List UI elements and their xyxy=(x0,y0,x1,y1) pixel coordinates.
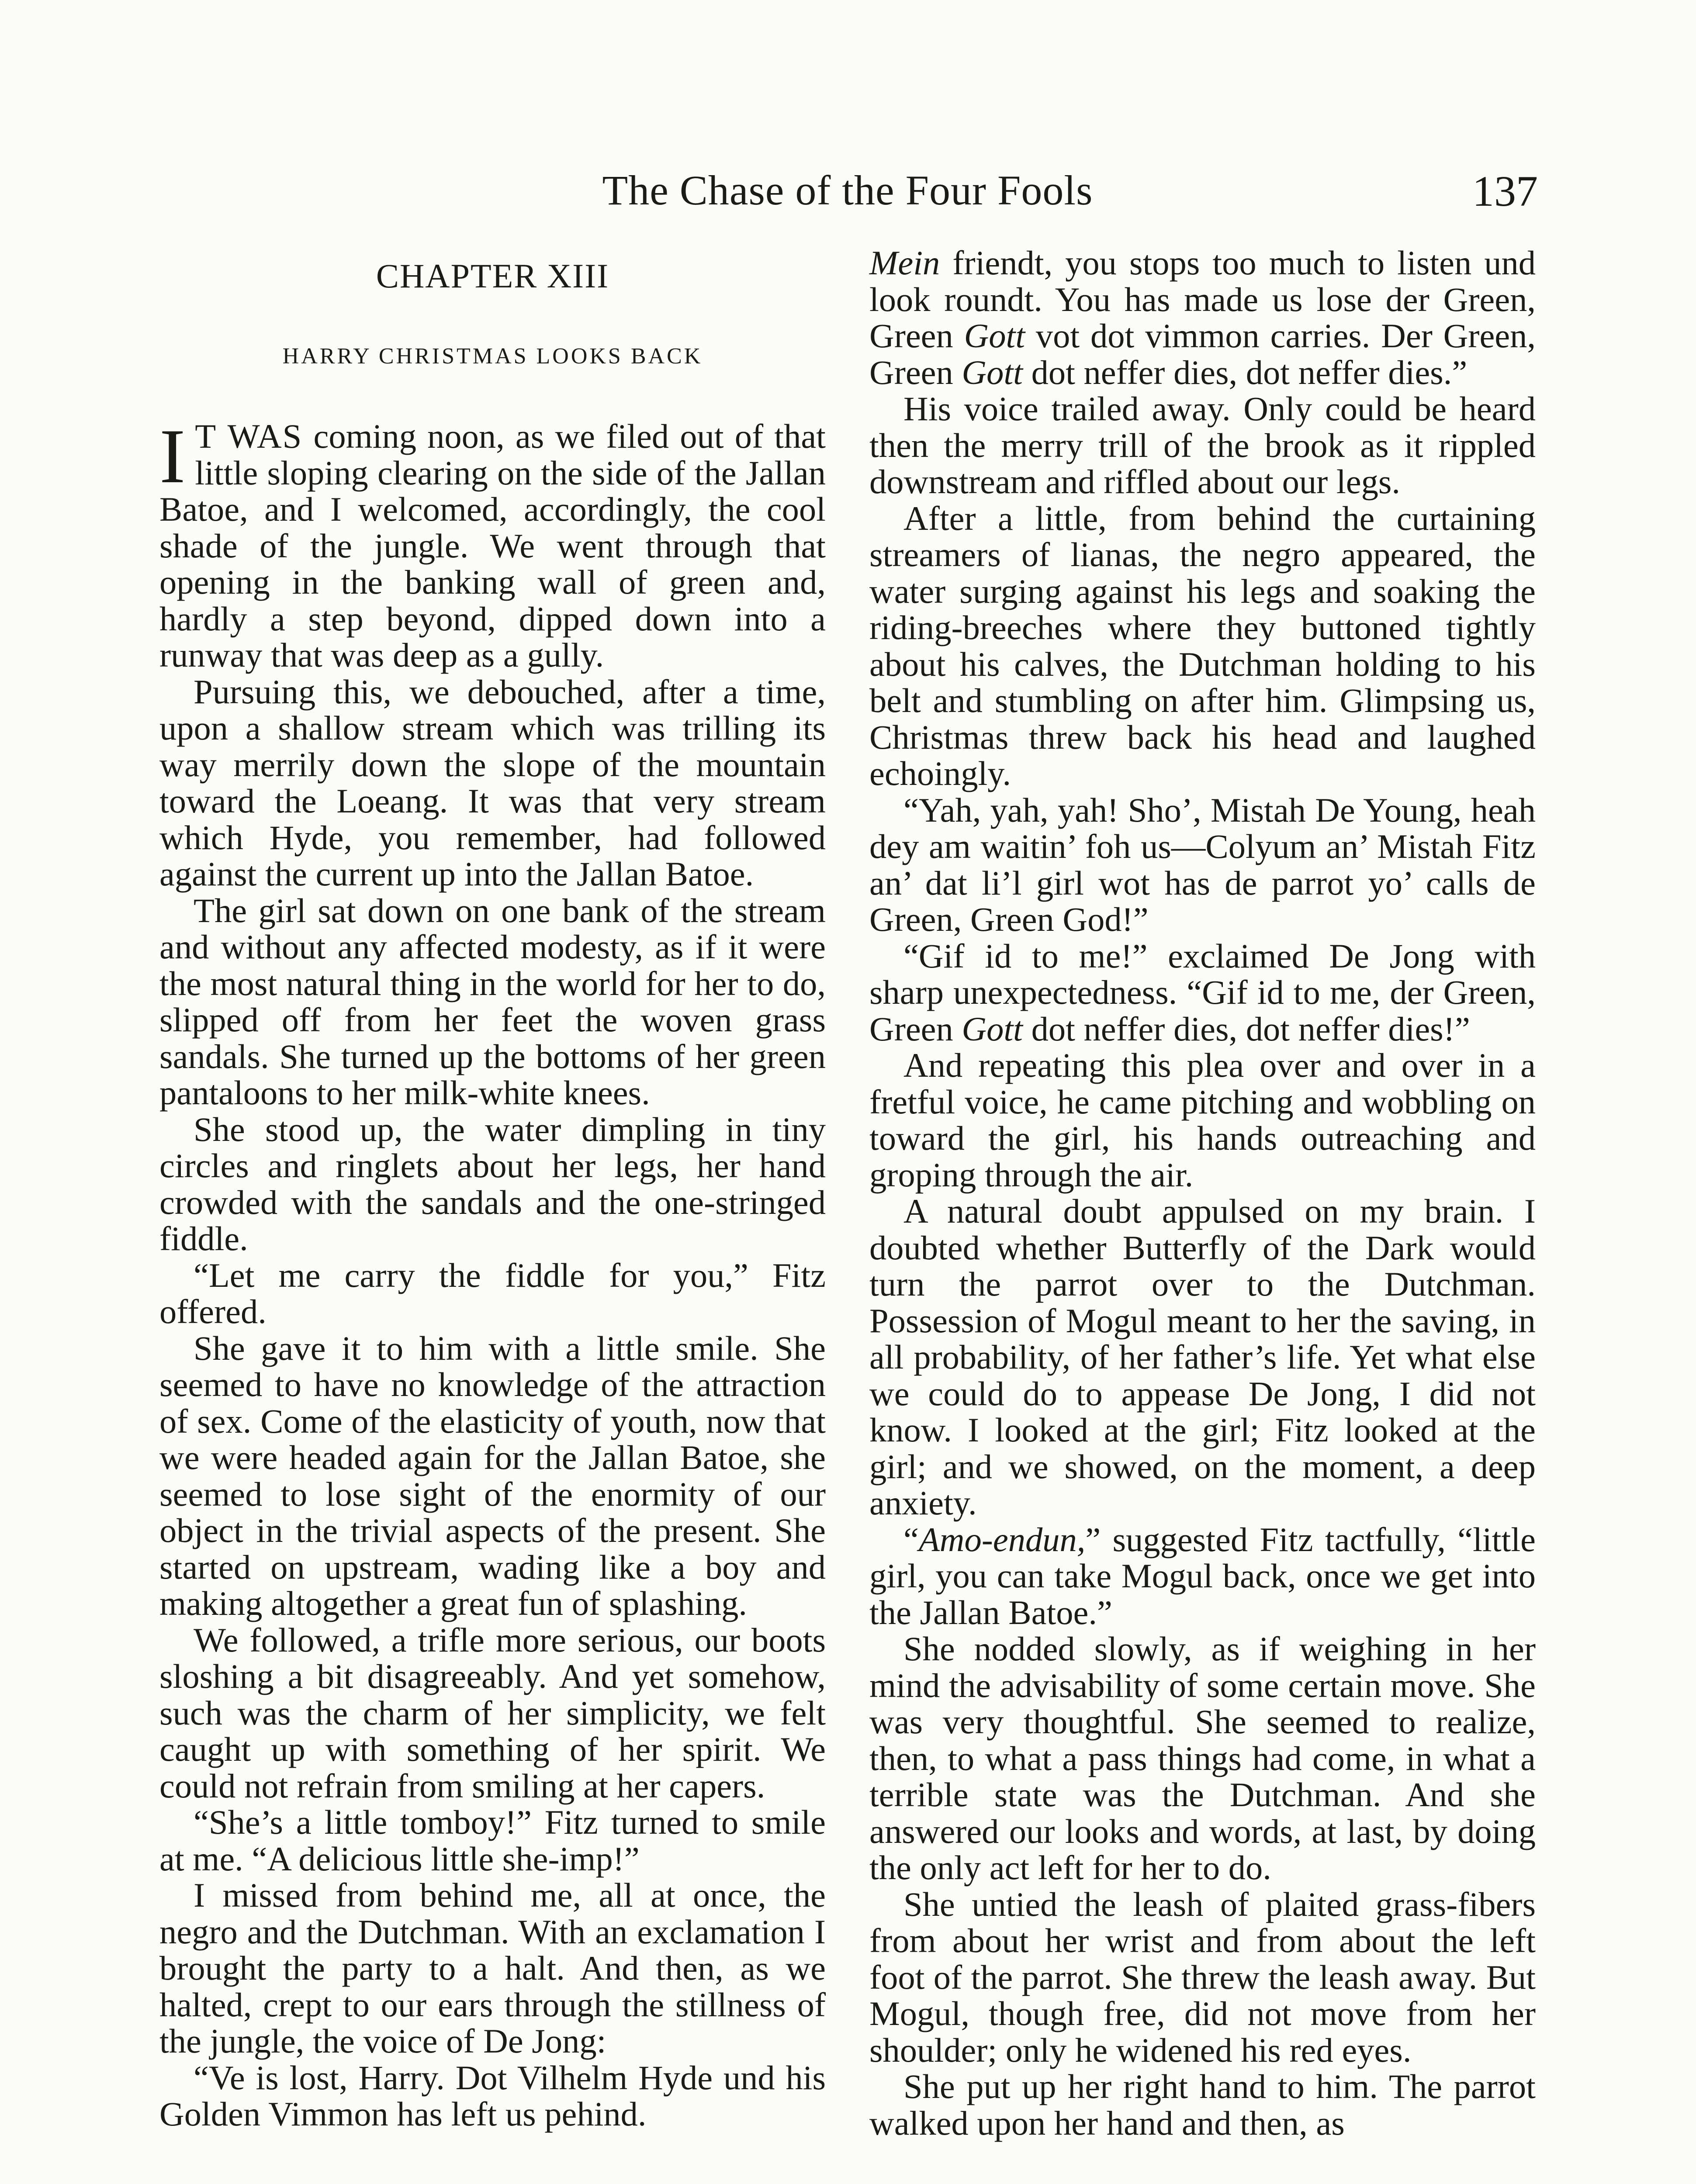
paragraph: I missed from behind me, all at once, the negro and the Dutchman. With an exclamation I brought the party to a halt. And then, as we halted, crept to our ears through the stillness of the jungle, the voice of De Jong: xyxy=(159,1876,826,2060)
running-header xyxy=(157,166,1538,227)
paragraph: And repeating this plea over and over in a fretful voice, he came pitching and wobbling on toward the girl, his hands outreaching and groping through the air. xyxy=(869,1046,1536,1194)
italic-word: Mein xyxy=(869,244,940,282)
paragraph: “Yah, yah, yah! Sho’, Mistah De Young, heah dey am waitin’ foh us—Colyum an’ Mistah Fitz an’ dat li’l girl wot has de parrot yo’ calls de Green, Green God!” xyxy=(869,791,1536,938)
paragraph: His voice trailed away. Only could be heard then the merry trill of the brook as it rippled downstream and riffled about our legs. xyxy=(869,390,1536,501)
paragraph: She stood up, the water dimpling in tiny circles and ringlets about her legs, her hand crowded with the sandals and the one-stringed fiddle. xyxy=(159,1110,826,1258)
paragraph: She nodded slowly, as if weighing in her mind the advisability of some certain move. She was very thoughtful. She seemed to realize, then, to what a pass things had come, in what a terrible state was the Dutchman. And she answered our looks and words, at last, by doing the only act left for her to do. xyxy=(869,1630,1536,1887)
paragraph xyxy=(869,938,1536,1047)
paragraph: The girl sat down on one bank of the stream and without any affected modesty, as if it were the most natural thing in the world for her to do, slipped off from her feet the woven grass sandals. She turned up the bottoms of her green pantaloons to her milk-white knees. xyxy=(159,891,826,1112)
paragraph: She untied the leash of plaited grass-fibers from about her wrist and from about the left foot of the parrot. She threw the leash away. But Mogul, though free, did not move from her shoulder; only he widened his red eyes. xyxy=(869,1885,1536,2069)
running-title: The Chase of the Four Fools xyxy=(602,167,1093,214)
opening-paragraph xyxy=(159,413,826,674)
opening-text: coming noon, as we filed out of that little sloping clearing on the side of the Jallan Batoe, and I welcomed, accordingly, the cool shade of the jungle. We went through that opening in the banking wall of green and, hardly a step beyond, dipped down into a runway that was deep as a gully. xyxy=(159,417,826,674)
paragraph: After a little, from behind the curtaining streamers of lianas, the negro appeared, the water surging against his legs and soaking the riding-breeches where they buttoned tightly about his calves, the Dutchman holding to his belt and stumbling on after him. Glimpsing us, Christmas threw back his head and laughed echoingly. xyxy=(869,499,1536,792)
text-run: dot neffer dies, dot neffer dies.” xyxy=(1022,353,1468,391)
right-column xyxy=(869,245,1536,2141)
text-run: ” suggested Fitz tactfully, “little girl, you can take Mogul back, once we get into the Jallan Batoe.” xyxy=(869,1520,1536,1631)
page-number: 137 xyxy=(1472,167,1538,215)
paragraph: “Let me carry the fiddle for you,” Fitz offered. xyxy=(159,1256,826,1330)
text-run: friendt, you stops too much to listen und look roundt. You has made us lose der Green, Green xyxy=(869,244,1536,355)
text-run: “Gif id to me!” exclaimed De Jong with sharp unexpectedness. “Gif id to me, der Green, Green xyxy=(869,936,1536,1048)
lead-words: T WAS xyxy=(195,417,303,455)
paragraph: She gave it to him with a little smile. She seemed to have no knowledge of the attraction of sex. Come of the elasticity of youth, now that we were headed again for the Jallan Batoe, she seemed to lose sight of the enormity of our object in the trivial aspects of the present. She started on upstream, wading like a boy and making altogether a great fun of splashing. xyxy=(159,1329,826,1622)
paragraph: She put up her right hand to him. The parrot walked upon her hand and then, as xyxy=(869,2067,1536,2142)
text-run: “ xyxy=(903,1520,919,1559)
paragraph: A natural doubt appulsed on my brain. I doubted whether Butterfly of the Dark would turn the parrot over to the Dutchman. Possession of Mogul meant to her the saving, in all probability, of her father’s life. Yet what else we could do to appease De Jong, I did not know. I looked at the girl; Fitz looked at the girl; and we showed, on the moment, a deep anxiety. xyxy=(869,1192,1536,1522)
drop-cap: I xyxy=(159,413,186,499)
paragraph: “She’s a little tomboy!” Fitz turned to smile at me. “A delicious little she-imp!” xyxy=(159,1803,826,1878)
paragraph: Pursuing this, we debouched, after a time, upon a shallow stream which was trilling its way merrily down the slope of the mountain toward the Loeang. It was that very stream which Hyde, you remember, had followed against the current up into the Jallan Batoe. xyxy=(159,672,826,893)
paragraph xyxy=(869,1521,1536,1631)
chapter-subtitle: HARRY CHRISTMAS LOOKS BACK xyxy=(282,343,703,369)
italic-word: Gott xyxy=(964,317,1025,355)
italic-word: Amo-endun, xyxy=(918,1520,1086,1559)
paragraph: “Ve is lost, Harry. Dot Vilhelm Hyde und his Golden Vimmon has left us pehind. xyxy=(159,2058,826,2133)
text-run: dot neffer dies, dot neffer dies!” xyxy=(1022,1009,1470,1048)
text-run: vot dot vimmon carries. Der Green, Green xyxy=(869,317,1536,391)
paragraph: We followed, a trifle more serious, our boots sloshing a bit disagreeably. And yet somehow, such was the charm of her simplicity, we felt caught up with something of her spirit. We could not refrain from smiling at her capers. xyxy=(159,1621,826,1805)
left-column xyxy=(159,245,826,2132)
chapter-heading: CHAPTER XIII xyxy=(376,257,609,295)
paragraph xyxy=(869,245,1536,390)
italic-word: Gott xyxy=(962,353,1023,391)
italic-word: Gott xyxy=(962,1009,1023,1048)
